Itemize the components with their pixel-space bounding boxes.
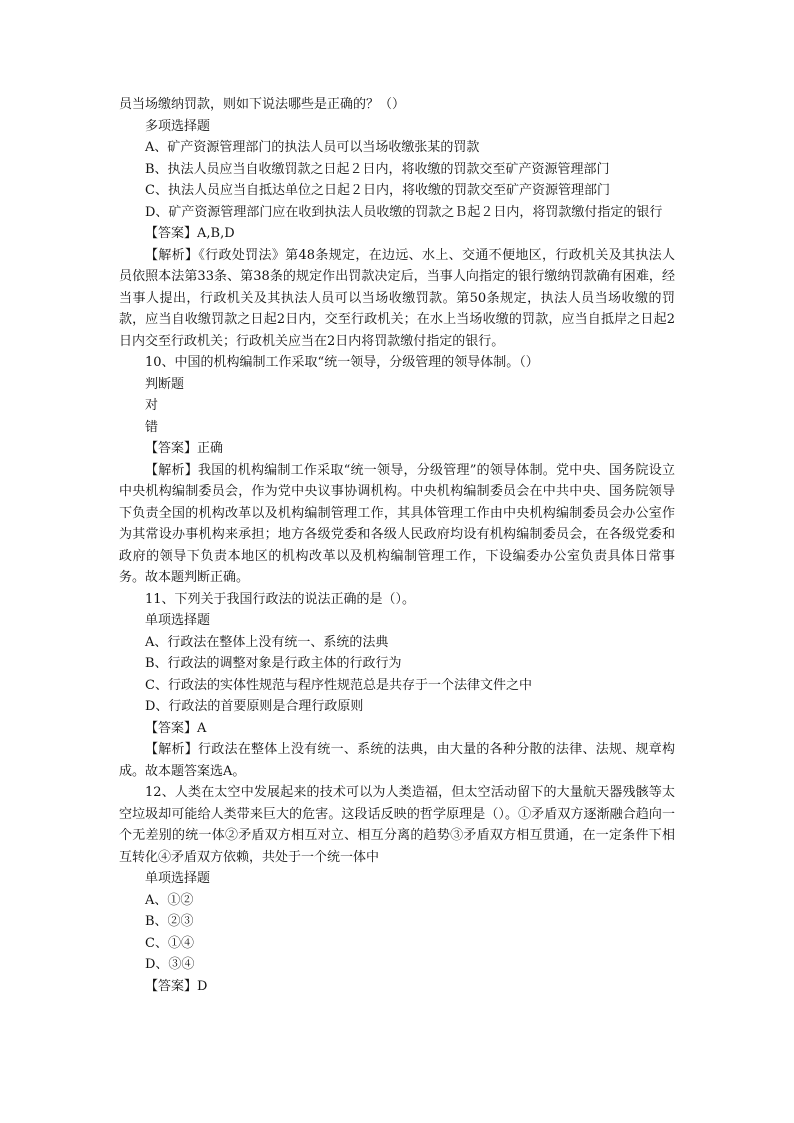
- q10-analysis: 【解析】我国的机构编制工作采取“统一领导，分级管理”的领导体制。党中央、国务院设立中央机构编制委员会，作为党中央议事协调机构。中央机构编制委员会在中共中央、国务院领导下负责全国的机构改革以及机构编制管理工作，其具体管理工作由中央机构编制委员会办公室作为其常设办事机构来承担；地方各级党委和各级人民政府均设有机构编制委员会，在各级党委和政府的领导下负责本地区的机构改革以及机构编制管理工作，下设编委办公室负责具体日常事务。故本题判断正确。: [119, 462, 675, 585]
- document-page: [119, 94, 675, 997]
- q9-option-c: C、执法人员应当自抵达单位之日起２日内，将收缴的罚款交至矿产资源管理部门: [145, 183, 610, 198]
- q9-option-a: A、矿产资源管理部门的执法人员可以当场收缴张某的罚款: [145, 140, 480, 155]
- q10-stem: 10、中国的机构编制工作采取“统一领导，分级管理的领导体制。（）: [145, 355, 539, 370]
- q11-stem: 11、下列关于我国行政法的说法正确的是（）。: [145, 591, 416, 607]
- q11-option-b: B、行政法的调整对象是行政主体的行政行为: [145, 656, 402, 671]
- q9-option-d: D、矿产资源管理部门应在收到执法人员收缴的罚款之Ｂ起２日内，将罚款缴付指定的银行: [145, 204, 663, 220]
- q10-option-false: 错: [145, 419, 159, 435]
- q12-option-b: B、②③: [145, 914, 194, 929]
- q12-stem: 12、人类在太空中发展起来的技术可以为人类造福，但太空活动留下的大量航天器残骸等太空垃圾却可能给人类带来巨大的危害。这段话反映的哲学原理是（）。①矛盾双方逐渐融合趋向一个无差别的统一体②矛盾双方相互对立、相互分离的趋势③矛盾双方相互贯通，在一定条件下相互转化④矛盾双方依赖，共处于一个统一体中: [119, 785, 675, 865]
- q11-option-c: C、行政法的实体性规范与程序性规范总是共存于一个法律文件之中: [145, 677, 532, 693]
- q11-option-a: A、行政法在整体上没有统一、系统的法典: [145, 634, 389, 650]
- q12-option-a: A、①②: [145, 892, 194, 908]
- q11-answer: 【答案】A: [145, 720, 207, 736]
- q9-analysis: 【解析】《行政处罚法》第48条规定，在边远、水上、交通不便地区，行政机关及其执法人员依照本法第33条、第38条的规定作出罚款决定后，当事人向指定的银行缴纳罚款确有困难，经当事人提出，行政机关及其执法人员可以当场收缴罚款。第50条规定，执法人员当场收缴的罚款，应当自收缴罚款之日起2日内，交至行政机关；在水上当场收缴的罚款，应当自抵岸之日起2日内交至行政机关；行政机关应当在2日内将罚款缴付指定的银行。: [119, 247, 675, 349]
- q9-type: 多项选择题: [145, 118, 211, 134]
- q12-answer: 【答案】D: [145, 978, 208, 994]
- q12-type: 单项选择题: [145, 871, 211, 886]
- q10-type: 判断题: [145, 376, 185, 392]
- q10-answer: 【答案】正确: [145, 441, 224, 456]
- q9-option-b: B、执法人员应当自收缴罚款之日起２日内，将收缴的罚款交至矿产资源管理部门: [145, 161, 610, 177]
- q11-type: 单项选择题: [145, 613, 211, 628]
- q11-option-d: D、行政法的首要原则是合理行政原则: [145, 699, 364, 714]
- q9-stem-tail: 员当场缴纳罚款，则如下说法哪些是正确的？（）: [119, 97, 406, 112]
- q12-option-d: D、③④: [145, 957, 195, 972]
- q11-analysis: 【解析】行政法在整体上没有统一、系统的法典，由大量的各种分散的法律、法规、规章构成。故本题答案选A。: [119, 742, 675, 779]
- q10-option-true: 对: [145, 398, 159, 413]
- q9-answer: 【答案】A,B,D: [145, 226, 235, 241]
- q12-option-c: C、①④: [145, 935, 194, 951]
